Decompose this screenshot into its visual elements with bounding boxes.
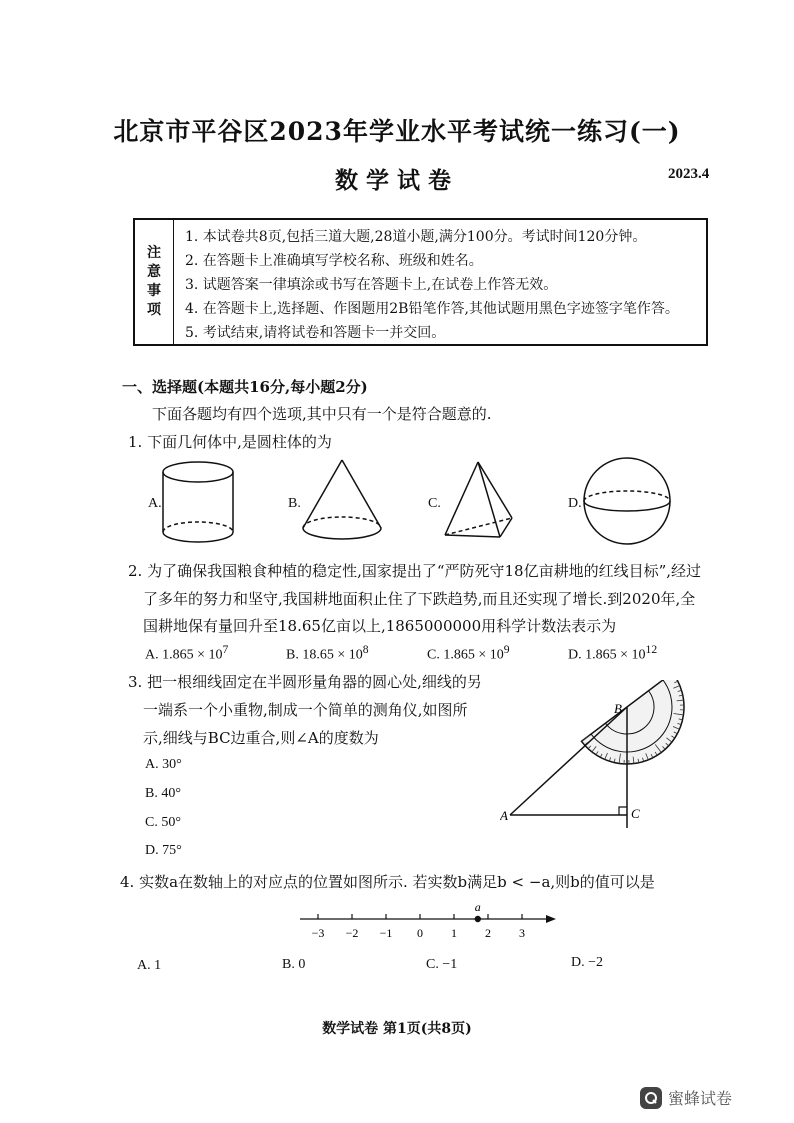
- axis-tick-label: −3: [311, 926, 325, 940]
- axis-tick-label: 1: [451, 926, 457, 940]
- q1-solids-figure: [0, 0, 794, 560]
- notice-label-char: 意: [147, 264, 161, 280]
- section-intro: 下面各题均有四个选项,其中只有一个是符合题意的.: [152, 405, 492, 423]
- q3-line: 示,细线与BC边重合,则∠A的度数为: [143, 729, 379, 747]
- exam-subtitle: 数学试卷: [335, 167, 459, 194]
- q2-line: 了多年的努力和坚守,我国耕地面积止住了下跌趋势,而且还实现了增长.到2020年,全: [143, 590, 696, 608]
- axis-tick-label: 0: [417, 926, 423, 940]
- point-b-label: B: [614, 701, 622, 716]
- q3-option-d: D. 75°: [145, 843, 182, 858]
- point-a-marker: [475, 916, 481, 922]
- cone-shape: [303, 460, 381, 539]
- q3-option-b: B. 40°: [145, 786, 181, 801]
- section-heading: 一、选择题(本题共16分,每小题2分): [122, 378, 368, 396]
- q4-stem: 4. 实数a在数轴上的对应点的位置如图所示. 若实数b满足b < −a,则b的值可以是: [120, 873, 655, 891]
- cylinder-shape: [163, 462, 233, 542]
- point-c-label: C: [631, 806, 640, 821]
- sphere-shape: [584, 458, 670, 544]
- notice-label-char: 项: [147, 302, 161, 318]
- axis-tick-label: −2: [345, 926, 359, 940]
- option-exponent: 8: [362, 643, 369, 656]
- option-text: A. 1.865 × 10: [145, 647, 223, 663]
- q3-option-c: C. 50°: [145, 815, 181, 830]
- q4-option-c: C. −1: [426, 957, 458, 972]
- option-text: C. 1.865 × 10: [427, 647, 504, 663]
- notice-label-char: 事: [147, 283, 161, 299]
- q2-option-a: [145, 643, 228, 664]
- option-text: D. 1.865 × 10: [568, 647, 646, 663]
- notice-label-char: 注: [147, 245, 161, 261]
- axis-arrow: [546, 915, 556, 923]
- q3-option-a: A. 30°: [145, 757, 182, 772]
- q4-option-b: B. 0: [282, 957, 306, 972]
- q2-line: 国耕地保有量回升至18.65亿亩以上,1865000000用科学计数法表示为: [143, 617, 617, 635]
- notice-item: 2. 在答题卡上准确填写学校名称、班级和姓名。: [185, 253, 483, 269]
- notice-item: 5. 考试结束,请将试卷和答题卡一并交回。: [185, 325, 446, 341]
- page-footer: 数学试卷 第1页(共8页): [322, 1021, 472, 1037]
- option-exponent: 7: [222, 643, 229, 656]
- notice-item: 4. 在答题卡上,选择题、作图题用2B铅笔作答,其他试题用黑色字迹签字笔作答。: [185, 301, 679, 317]
- q1-stem: 1. 下面几何体中,是圆柱体的为: [128, 433, 332, 451]
- option-exponent: 12: [645, 643, 658, 656]
- axis-tick-label: 2: [485, 926, 491, 940]
- notice-item: 1. 本试卷共8页,包括三道大题,28道小题,满分100分。考试时间120分钟。: [185, 229, 647, 245]
- q2-option-b: [286, 643, 369, 664]
- watermark: [640, 1086, 732, 1109]
- axis-tick-label: −1: [379, 926, 393, 940]
- q2-option-c: [427, 643, 510, 664]
- q1-option-d-label: D.: [568, 496, 582, 511]
- q3-protractor-figure: [500, 680, 700, 830]
- right-angle-mark: [619, 807, 627, 815]
- pyramid-shape: [445, 462, 512, 537]
- q1-option-b-label: B.: [288, 496, 301, 511]
- axis-tick-label: 3: [519, 926, 525, 940]
- bee-logo-icon: [640, 1087, 662, 1109]
- q2-line: 2. 为了确保我国粮食种植的稳定性,国家提出了“严防死守18亿亩耕地的红线目标”,经过: [128, 562, 702, 580]
- q2-option-d: [568, 643, 657, 664]
- option-text: B. 18.65 × 10: [286, 647, 363, 663]
- q4-number-line: [290, 895, 570, 945]
- q1-option-a-label: A.: [148, 496, 162, 511]
- notice-item: 3. 试题答案一律填涂或书写在答题卡上,在试卷上作答无效。: [185, 277, 558, 293]
- q4-option-d: D. −2: [571, 955, 604, 970]
- option-exponent: 9: [503, 643, 510, 656]
- q4-option-a: A. 1: [137, 958, 162, 973]
- point-a-label: A: [500, 808, 508, 823]
- q3-line: 3. 把一根细线固定在半圆形量角器的圆心处,细线的另: [128, 673, 482, 691]
- exam-date: 2023.4: [668, 166, 710, 182]
- exam-title: 北京市平谷区2023年学业水平考试统一练习(一): [113, 117, 681, 146]
- watermark-text: 蜜蜂试卷: [668, 1089, 733, 1108]
- q1-option-c-label: C.: [428, 496, 441, 511]
- point-a-label: a: [474, 900, 481, 914]
- q3-line: 一端系一个小重物,制成一个简单的测角仪,如图所: [143, 701, 468, 719]
